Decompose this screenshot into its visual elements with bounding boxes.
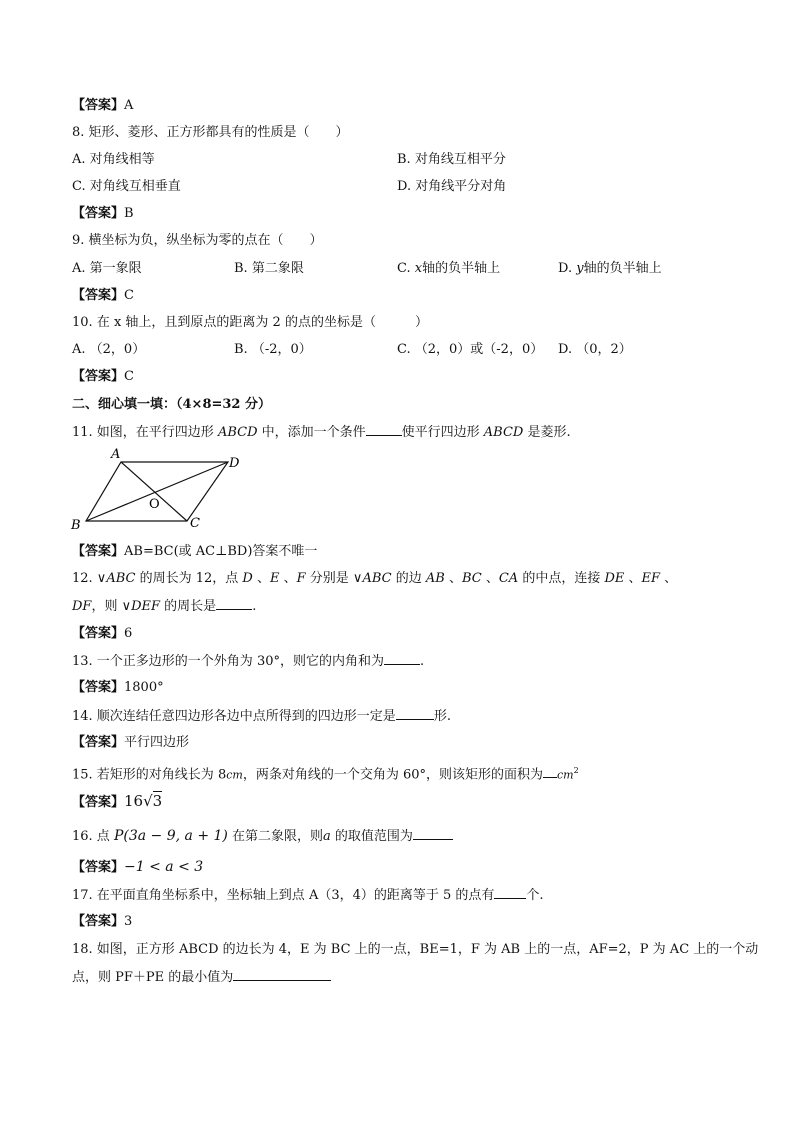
- q13-text: 13. 一个正多边形的一个外角为 30°，则它的内角和为: [72, 654, 384, 669]
- q10-answer: C: [124, 369, 134, 384]
- answer-tag: 【答案】: [72, 98, 125, 113]
- q12-point-e: E: [270, 571, 280, 586]
- q16-var: a: [323, 829, 331, 844]
- q12-text: .: [252, 599, 257, 614]
- q10-option-b: B. （-2，0）: [234, 342, 312, 357]
- q12-side-bc: BC: [461, 571, 482, 586]
- q16-text: 在第二象限，则: [227, 829, 324, 844]
- q15-answer-radicand: 3: [152, 792, 163, 810]
- q7-answer-line: [72, 97, 133, 115]
- q15-text: 15. 若矩形的对角线长为 8: [72, 767, 227, 783]
- q16-text: 16. 点: [72, 829, 114, 844]
- q9-option-c-prefix: C.: [397, 261, 411, 276]
- q13-tail: .: [419, 654, 425, 669]
- answer-tag: 【答案】: [72, 914, 125, 929]
- q11-answer: AB=BC(或 AC⊥BD)答案不唯一: [124, 544, 318, 559]
- q16-answer-line: [72, 858, 203, 877]
- q15-unit-2: cm: [557, 768, 574, 782]
- q12-sep: 、: [481, 571, 499, 586]
- q12-text: ，则 ∨: [91, 599, 132, 614]
- q12-abc: ABC: [106, 571, 136, 586]
- q11-stem-b: 中，添加一个条件: [257, 425, 366, 440]
- q9-option-d: [558, 260, 662, 278]
- q8-option-c: C. 对角线互相垂直: [72, 179, 181, 194]
- q10-option-c: C. （2，0）或（-2，0）: [397, 342, 544, 357]
- q9-option-b: B. 第二象限: [234, 261, 304, 276]
- q12-sep: 、: [252, 571, 270, 586]
- q12-sep: 、: [279, 571, 297, 586]
- q12-sep: 、: [660, 571, 678, 586]
- label-c: C: [190, 516, 200, 531]
- q7-answer: A: [124, 98, 134, 113]
- q11-parallelogram-figure: [66, 446, 252, 536]
- q9-option-c-var: x: [414, 261, 423, 276]
- q15-unit-sup: 2: [573, 766, 579, 775]
- q9-option-a: A. 第一象限: [72, 261, 142, 276]
- q17-answer-line: [72, 913, 132, 931]
- q12-text: 分别是 ∨: [305, 571, 363, 586]
- q9-option-c: [397, 260, 500, 278]
- q12-line-1: [72, 570, 677, 588]
- answer-tag: 【答案】: [72, 735, 125, 750]
- q8-option-b: B. 对角线互相平分: [397, 152, 506, 167]
- q14-blank: [396, 707, 434, 720]
- q14-text: 14. 顺次连结任意四边形各边中点所得到的四边形一定是: [72, 709, 396, 724]
- q14-tail: 形.: [433, 709, 451, 724]
- q11-abcd-2: ABCD: [483, 425, 524, 440]
- q11-abcd: ABCD: [217, 425, 258, 440]
- q15-answer-number: 16: [124, 792, 144, 810]
- q17-text: 17. 在平面直角坐标系中，坐标轴上到点 A（3，4）的距离等于 5 的点有: [72, 888, 495, 903]
- q13-answer: 1800°: [124, 680, 164, 695]
- q16-point: P(3a − 9, a + 1): [113, 828, 228, 844]
- q12-text: 的中点，连接: [518, 571, 605, 586]
- q15-answer-line: [72, 792, 162, 812]
- label-o: O: [149, 497, 160, 512]
- q8-option-a: A. 对角线相等: [72, 152, 155, 167]
- answer-tag: 【答案】: [72, 369, 125, 384]
- q12-sep: 、: [624, 571, 642, 586]
- q11-stem-d: 是菱形.: [523, 425, 571, 440]
- q18-blank: [233, 968, 331, 981]
- q16-answer: −1 < a < 3: [124, 859, 204, 875]
- q11-stem-a: 11. 如图，在平行四边形: [72, 425, 218, 440]
- q12-text: 的周长是: [160, 599, 217, 614]
- answer-tag: 【答案】: [72, 206, 125, 221]
- q16-blank: [413, 827, 453, 840]
- q14-answer-line: [72, 734, 189, 752]
- q12-blank: [216, 597, 252, 610]
- label-d: D: [229, 456, 240, 471]
- label-a: A: [111, 447, 121, 462]
- q11-answer-line: [72, 543, 317, 561]
- q12-def: DEF: [131, 599, 161, 614]
- q15-blank: [543, 765, 557, 778]
- q13-answer-line: [72, 679, 164, 697]
- q9-option-d-var: y: [576, 261, 584, 276]
- q12-seg-ef: EF: [641, 571, 661, 586]
- q12-text: 的周长为 12，点: [135, 571, 243, 586]
- answer-tag: 【答案】: [72, 795, 125, 810]
- q9-stem: 9. 横坐标为负，纵坐标为零的点在（ ）: [72, 233, 323, 248]
- q12-answer-line: [72, 625, 132, 643]
- q8-option-d: D. 对角线平分对角: [397, 179, 507, 194]
- q9-answer: C: [124, 288, 134, 303]
- q10-option-d: D. （0，2）: [558, 342, 632, 357]
- q17-answer: 3: [124, 914, 133, 929]
- q12-point-f: F: [296, 571, 306, 586]
- q12-text: 12. ∨: [72, 571, 107, 586]
- q13-blank: [384, 652, 420, 665]
- q10-option-a: A. （2，0）: [72, 342, 146, 357]
- q17-stem: [72, 886, 544, 905]
- q9-option-d-prefix: D.: [558, 261, 573, 276]
- q18-line-2: [72, 968, 331, 987]
- q14-stem: [72, 707, 451, 726]
- q9-option-c-suffix: 轴的负半轴上: [422, 261, 501, 276]
- q18-line-1: 18. 如图，正方形 ABCD 的边长为 4，E 为 BC 上的一点，BE=1，F 为 AB 上的一点，AF=2，P 为 AC 上的一个动: [72, 942, 759, 957]
- q11-stem: [72, 423, 571, 442]
- diagonal-bd: [86, 462, 228, 521]
- q15-unit: cm: [226, 768, 243, 782]
- answer-tag: 【答案】: [72, 626, 125, 641]
- q12-side-ab: AB: [425, 571, 445, 586]
- q9-answer-line: [72, 287, 134, 305]
- answer-tag: 【答案】: [72, 288, 125, 303]
- q8-stem: 8. 矩形、菱形、正方形都具有的性质是（ ）: [72, 125, 349, 140]
- q9-option-d-suffix: 轴的负半轴上: [583, 261, 662, 276]
- q12-line-2: [72, 597, 256, 616]
- answer-tag: 【答案】: [72, 544, 125, 559]
- q14-answer: 平行四边形: [124, 735, 190, 750]
- q10-answer-line: [72, 368, 134, 386]
- q12-text: 的边: [391, 571, 426, 586]
- q12-seg-df: DF: [72, 599, 92, 614]
- q12-point-d: D: [242, 571, 253, 586]
- q11-stem-c: 使平行四边形: [401, 425, 484, 440]
- q18-text: 点，则 PF＋PE 的最小值为: [72, 970, 234, 985]
- answer-tag: 【答案】: [72, 680, 125, 695]
- q10-stem: 10. 在 x 轴上，且到原点的距离为 2 的点的坐标是（ ）: [72, 315, 428, 330]
- q12-seg-de: DE: [604, 571, 625, 586]
- q16-text: 的取值范围为: [330, 829, 413, 844]
- q15-text: ，两条对角线的一个交角为 60°，则该矩形的面积为: [242, 767, 543, 783]
- q17-blank: [494, 886, 526, 899]
- label-b: B: [71, 518, 81, 533]
- q15-stem: [72, 762, 579, 784]
- q12-sep: 、: [444, 571, 462, 586]
- q12-side-ca: CA: [498, 571, 519, 586]
- q12-abc: ABC: [362, 571, 392, 586]
- answer-tag: 【答案】: [72, 860, 125, 875]
- q16-stem: [72, 827, 453, 846]
- section-2-heading: 二、细心填一填：（4×8=32 分）: [72, 397, 271, 412]
- q8-answer-line: [72, 205, 134, 223]
- q17-tail: 个.: [526, 888, 544, 903]
- q11-blank: [366, 423, 402, 436]
- diagonal-ac: [121, 462, 187, 521]
- q12-answer: 6: [124, 626, 133, 641]
- q8-answer: B: [124, 206, 134, 221]
- q13-stem: [72, 652, 424, 671]
- sqrt-icon: √: [143, 792, 153, 810]
